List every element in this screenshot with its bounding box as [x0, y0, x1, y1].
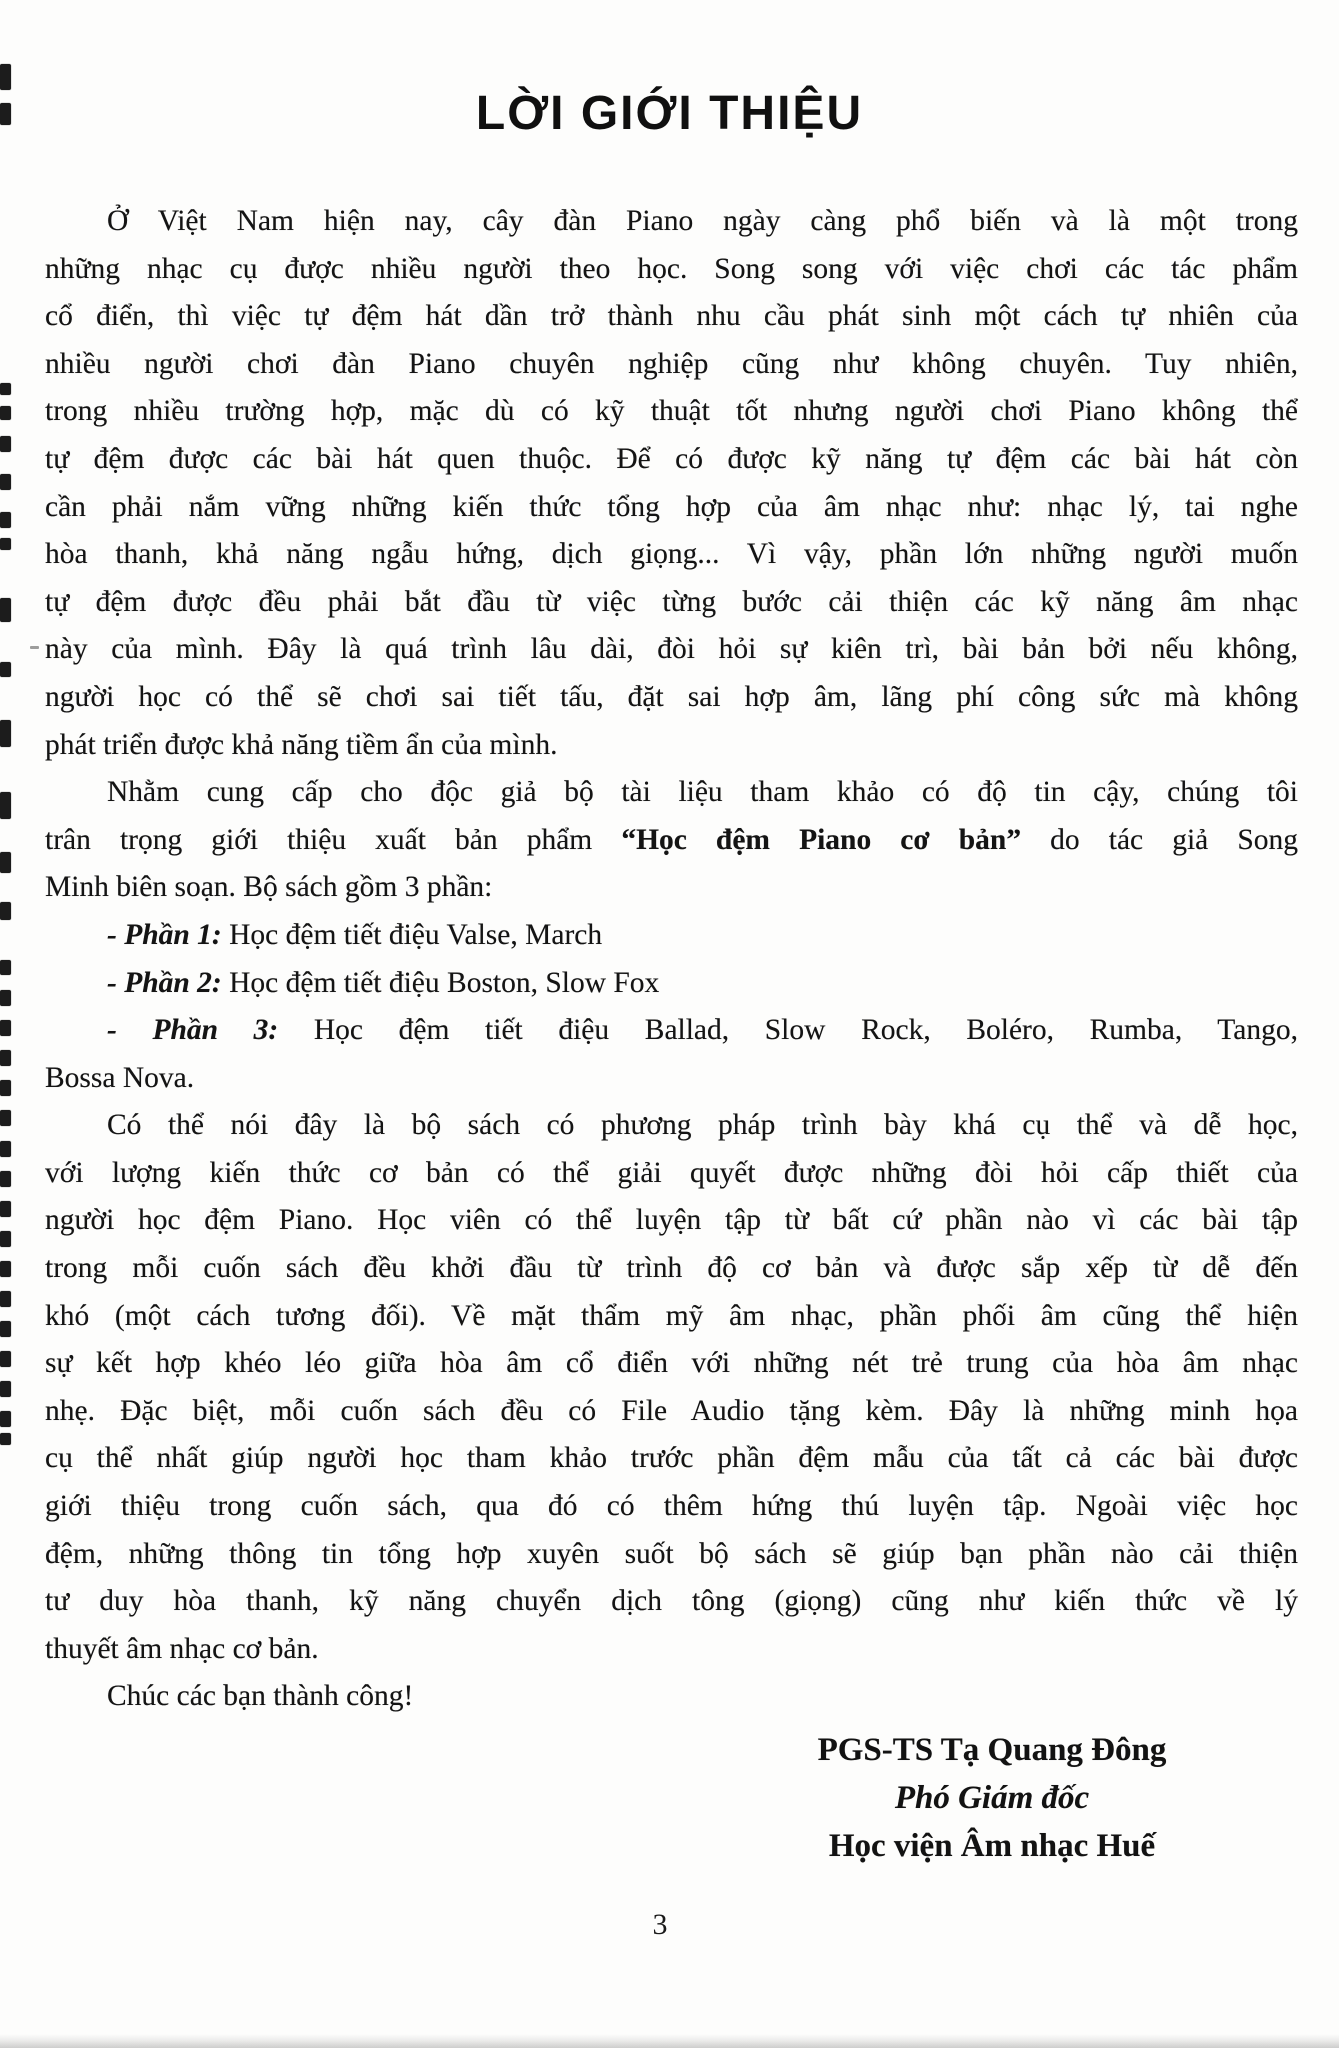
binding-mark — [0, 1080, 11, 1096]
signature-line: Học viện Âm nhạc Huế — [828, 1828, 1156, 1864]
binding-mark — [0, 1351, 11, 1367]
text-segment: cần phải nắm vững những kiến thức tổng hợp của âm nhạc như: nhạc lý, tai nghe — [45, 490, 1298, 523]
binding-mark — [0, 1381, 11, 1397]
binding-mark — [0, 512, 11, 528]
text-line — [45, 626, 1298, 674]
text-line — [45, 1531, 1298, 1579]
text-segment: nhẹ. Đặc biệt, mỗi cuốn sách đều có File Audio tặng kèm. Đây là những minh họa — [45, 1394, 1298, 1427]
text-segment: tự đệm được đều phải bắt đầu từ việc từng bước cải thiện các kỹ năng âm nhạc — [45, 585, 1298, 618]
text-line — [45, 246, 1298, 294]
text-line — [45, 1293, 1298, 1341]
binding-mark — [0, 1231, 11, 1247]
text-segment: Học đệm tiết điệu Ballad, Slow Rock, Boléro, Rumba, Tango, — [278, 1014, 1298, 1047]
binding-mark — [0, 1050, 11, 1066]
text-line — [45, 769, 1298, 817]
text-line — [45, 1483, 1298, 1531]
text-segment: trân trọng giới thiệu xuất bản phẩm — [45, 823, 622, 856]
text-segment: Chúc các bạn thành công! — [107, 1680, 414, 1713]
text-line — [45, 198, 1298, 246]
text-segment: - Phần 1: — [107, 918, 222, 951]
text-line — [45, 1055, 1298, 1103]
binding-mark — [0, 436, 11, 452]
binding-mark — [0, 662, 11, 677]
binding-mark — [0, 1291, 11, 1307]
text-segment: sự kết hợp khéo léo giữa hòa âm cổ điển với những nét trẻ trung của hòa âm nhạc — [45, 1347, 1298, 1380]
binding-mark — [0, 64, 11, 90]
binding-mark — [0, 1433, 11, 1445]
text-segment: này của mình. Đây là quá trình lâu dài, đòi hỏi sự kiên trì, bài bản bởi nếu không, — [45, 633, 1298, 666]
text-line — [45, 436, 1298, 484]
text-line — [45, 341, 1298, 389]
text-segment: khó (một cách tương đối). Về mặt thẩm mỹ âm nhạc, phần phối âm cũng thể hiện — [45, 1299, 1298, 1332]
text-segment: “Học đệm Piano cơ bản” — [621, 823, 1022, 856]
scan-bottom-artifact — [0, 2034, 1339, 2048]
binding-mark — [0, 720, 11, 747]
paragraph-4 — [45, 1673, 1298, 1721]
text-segment: Học đệm tiết điệu Valse, March — [221, 918, 603, 951]
text-line — [45, 1388, 1298, 1436]
page-title: LỜI GIỚI THIỆU — [475, 87, 864, 140]
text-line — [45, 484, 1298, 532]
binding-mark — [0, 1141, 11, 1157]
text-line — [45, 1340, 1298, 1388]
text-segment: cụ thể nhất giúp người học tham khảo trước phần đệm mẫu của tất cả các bài được — [45, 1442, 1298, 1475]
body-text — [45, 198, 1298, 1721]
binding-mark — [0, 960, 11, 975]
text-segment: tự đệm được các bài hát quen thuộc. Để có được kỹ năng tự đệm các bài hát còn — [45, 442, 1298, 475]
binding-mark — [0, 1171, 11, 1187]
text-segment: hòa thanh, khả năng ngẫu hứng, dịch giọng... Vì vậy, phần lớn những người muốn — [45, 538, 1298, 571]
text-line — [45, 1102, 1298, 1150]
text-segment: phát triển được khả năng tiềm ẩn của mình. — [45, 728, 558, 761]
text-line — [45, 1197, 1298, 1245]
binding-mark — [0, 1110, 11, 1126]
text-segment: trong nhiều trường hợp, mặc dù có kỹ thuật tốt nhưng người chơi Piano không thể — [45, 395, 1298, 428]
paragraph-3 — [45, 1102, 1298, 1673]
text-line — [45, 1435, 1298, 1483]
binding-mark — [0, 990, 11, 1006]
text-line — [45, 388, 1298, 436]
paragraph-1 — [45, 198, 1298, 769]
signature-block — [792, 1726, 1192, 1870]
binding-mark — [0, 1201, 11, 1217]
text-line — [45, 531, 1298, 579]
text-line — [45, 722, 1298, 770]
binding-mark — [0, 406, 11, 420]
binding-mark — [0, 1321, 11, 1337]
text-line — [45, 1150, 1298, 1198]
text-segment: trong mỗi cuốn sách đều khởi đầu từ trình độ cơ bản và được sắp xếp từ dễ đến — [45, 1252, 1298, 1285]
text-segment: nhiều người chơi đàn Piano chuyên nghiệp cũng như không chuyên. Tuy nhiên, — [45, 347, 1298, 380]
binding-mark — [0, 103, 11, 125]
text-segment: đệm, những thông tin tổng hợp xuyên suốt bộ sách sẽ giúp bạn phần nào cải thiện — [45, 1537, 1298, 1570]
text-segment: - Phần 3: — [107, 1014, 279, 1047]
binding-mark — [0, 538, 11, 550]
text-line — [45, 1673, 1298, 1721]
binding-mark — [0, 474, 11, 490]
binding-mark — [0, 1411, 11, 1427]
binding-mark — [0, 792, 11, 819]
text-segment: người học có thể sẽ chơi sai tiết tấu, đặt sai hợp âm, lãng phí công sức mà không — [45, 680, 1298, 713]
signature-line: Phó Giám đốc — [894, 1780, 1090, 1816]
binding-mark — [0, 1020, 11, 1036]
text-segment: Có thể nói đây là bộ sách có phương pháp trình bày khá cụ thể và dễ học, — [107, 1109, 1298, 1142]
text-segment: với lượng kiến thức cơ bản có thể giải quyết được những đòi hỏi cấp thiết của — [45, 1156, 1298, 1189]
binding-mark — [0, 852, 11, 873]
text-segment: - Phần 2: — [107, 966, 222, 999]
text-segment: do tác giả Song — [1021, 823, 1298, 856]
text-line — [45, 674, 1298, 722]
text-line — [45, 1007, 1298, 1055]
text-segment: thuyết âm nhạc cơ bản. — [45, 1632, 319, 1665]
text-segment: Minh biên soạn. Bộ sách gồm 3 phần: — [45, 871, 493, 904]
binding-mark — [0, 598, 11, 622]
text-segment: người học đệm Piano. Học viên có thể luyện tập từ bất cứ phần nào vì các bài tập — [45, 1204, 1298, 1237]
text-segment: Học đệm tiết điệu Boston, Slow Fox — [221, 966, 660, 999]
text-line — [45, 912, 1298, 960]
scan-margin-dash — [30, 646, 39, 649]
text-line — [45, 960, 1298, 1008]
text-line — [45, 579, 1298, 627]
text-segment: những nhạc cụ được nhiều người theo học. Song song với việc chơi các tác phẩm — [45, 252, 1298, 285]
text-line — [45, 1626, 1298, 1674]
text-segment: cổ điển, thì việc tự đệm hát dần trở thành nhu cầu phát sinh một cách tự nhiên của — [45, 300, 1298, 333]
signature-line: PGS-TS Tạ Quang Đông — [817, 1732, 1167, 1768]
binding-mark — [0, 902, 11, 920]
text-line — [45, 1578, 1298, 1626]
text-line — [45, 864, 1298, 912]
list-item-3 — [45, 1007, 1298, 1102]
paragraph-2 — [45, 769, 1298, 912]
text-segment: Nhằm cung cấp cho độc giả bộ tài liệu tham khảo có độ tin cậy, chúng tôi — [107, 776, 1298, 809]
text-segment: Bossa Nova. — [45, 1061, 195, 1094]
binding-mark — [0, 383, 11, 395]
text-line — [45, 817, 1298, 865]
list-item-1 — [45, 912, 1298, 960]
list-item-2 — [45, 960, 1298, 1008]
binding-mark — [0, 1261, 11, 1277]
text-segment: Ở Việt Nam hiện nay, cây đàn Piano ngày càng phổ biến và là một trong — [107, 205, 1298, 237]
text-line — [45, 1245, 1298, 1293]
text-line — [45, 293, 1298, 341]
text-segment: tư duy hòa thanh, kỹ năng chuyển dịch tông (giọng) cũng như kiến thức về lý — [45, 1585, 1298, 1618]
page-number: 3 — [652, 1908, 668, 1941]
text-segment: giới thiệu trong cuốn sách, qua đó có thêm hứng thú luyện tập. Ngoài việc học — [45, 1490, 1298, 1523]
